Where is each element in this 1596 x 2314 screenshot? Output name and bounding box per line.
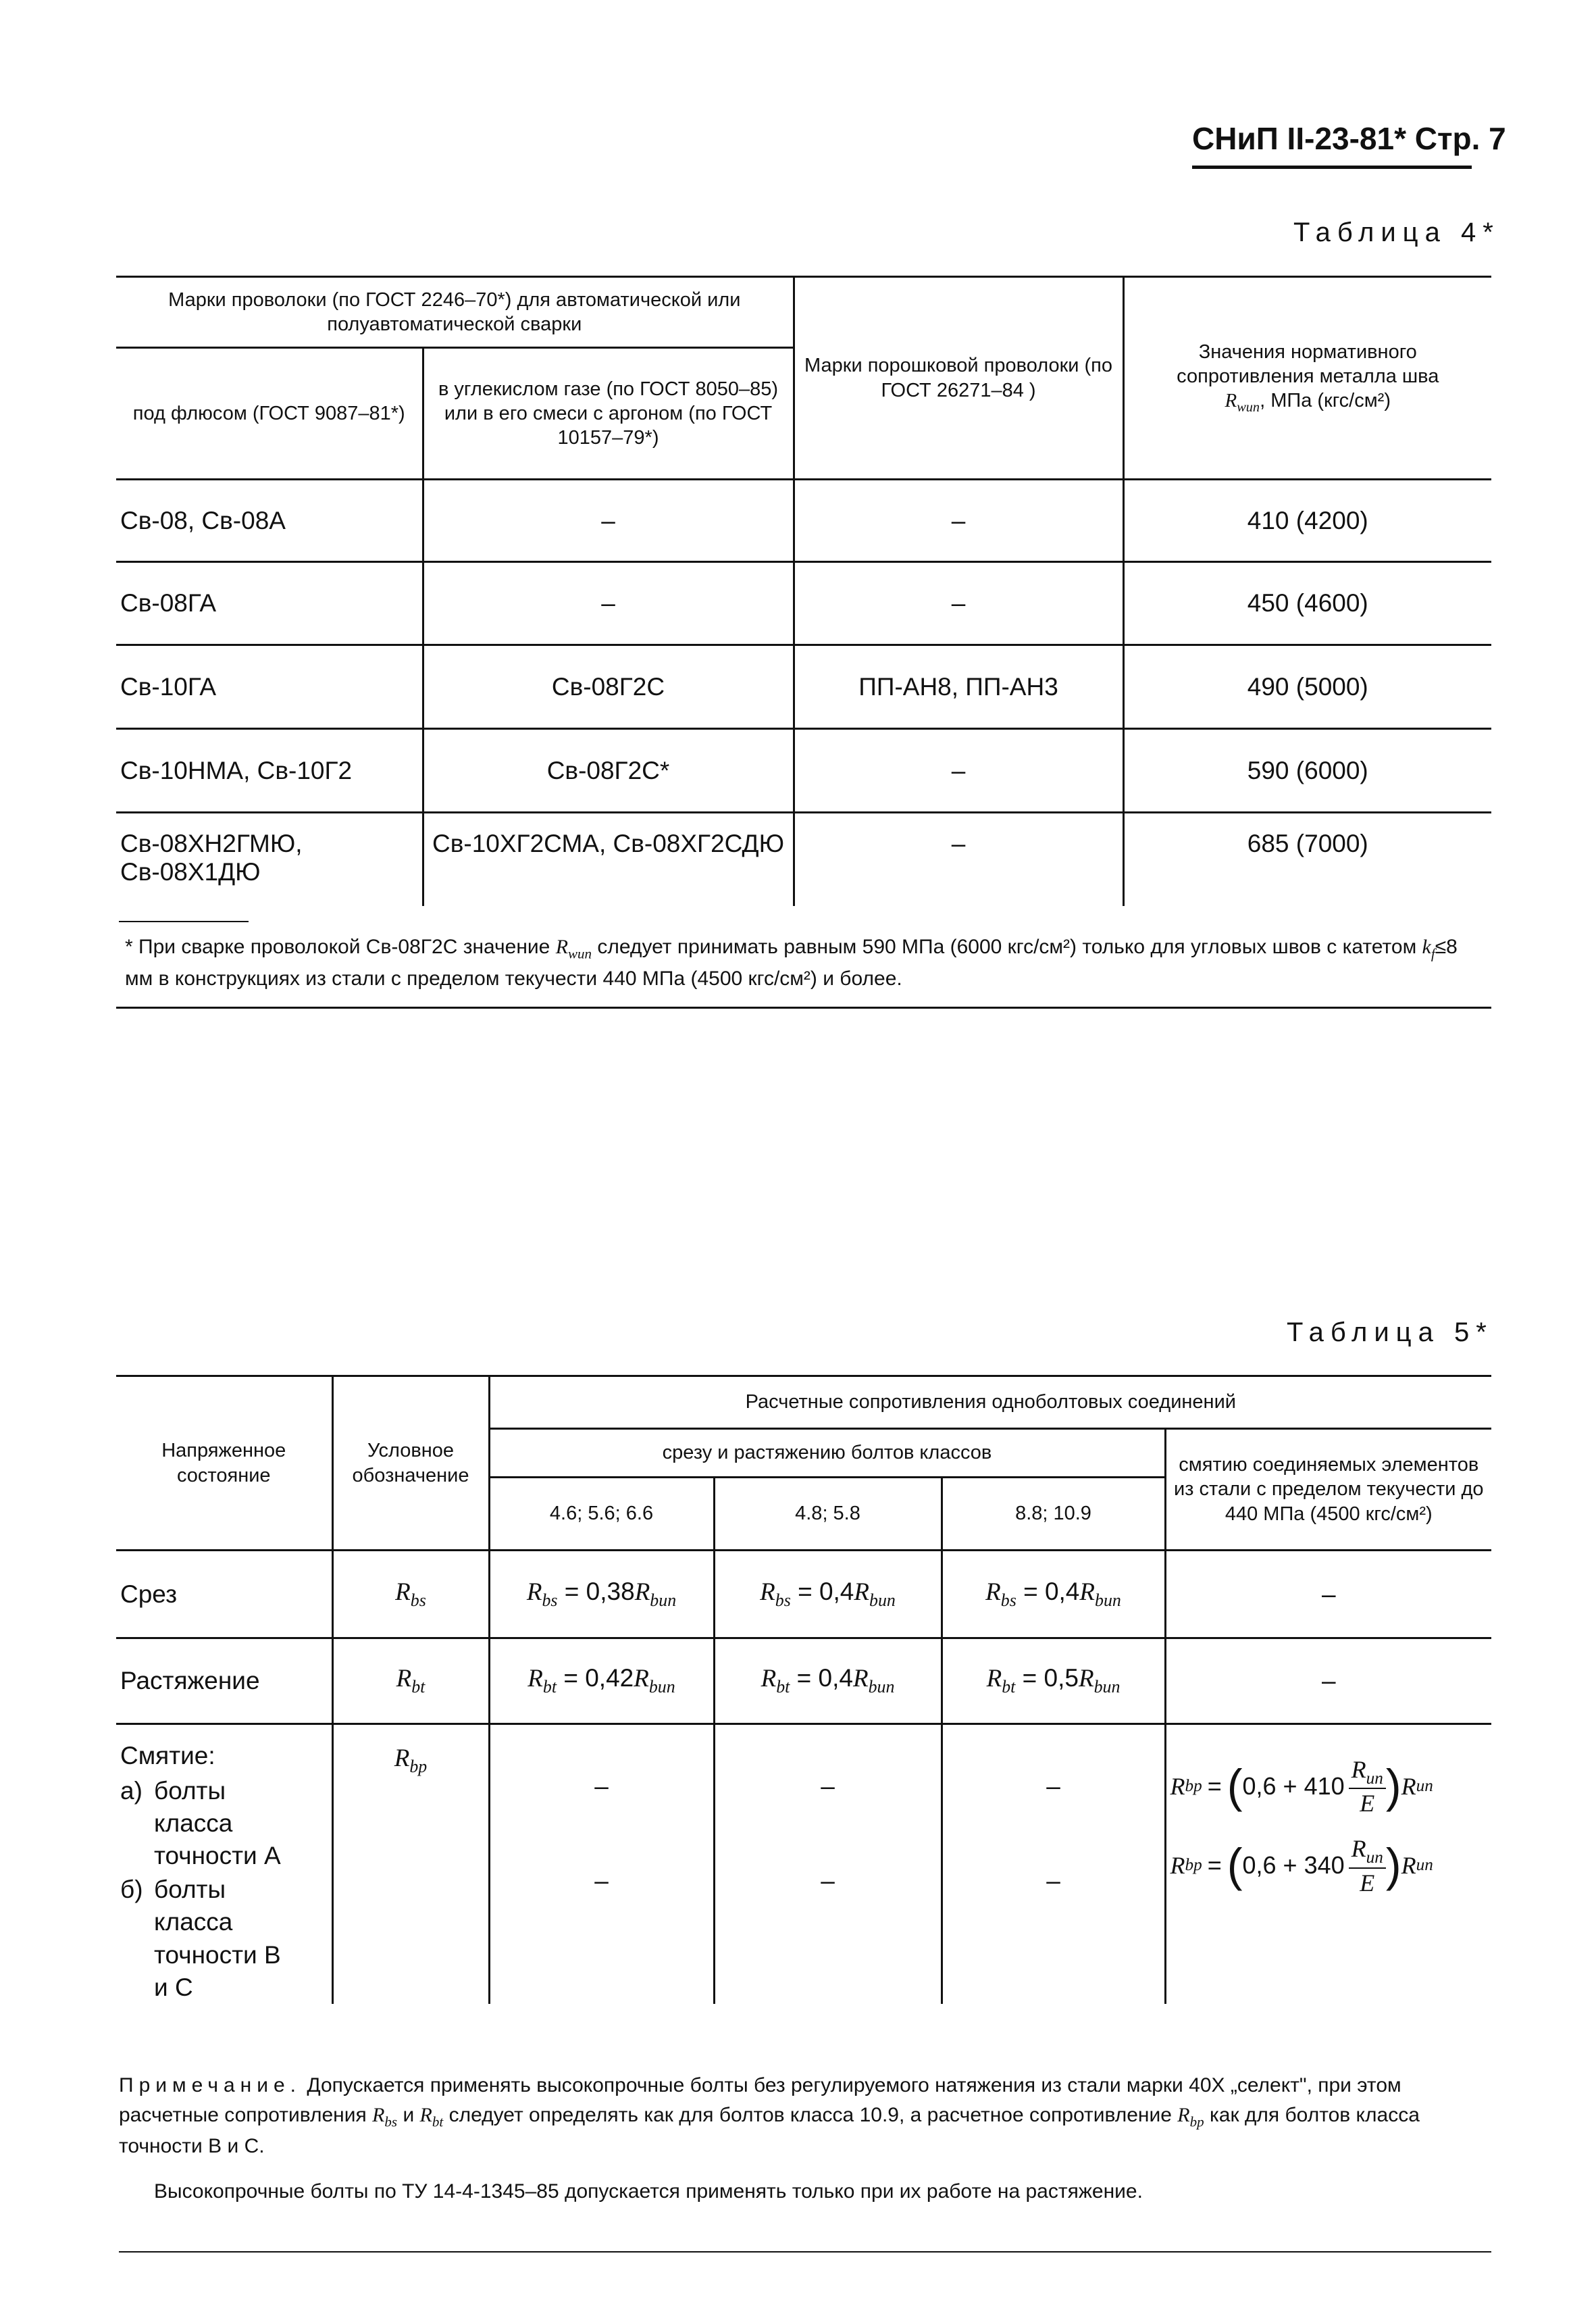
table-row: Св-08ГА – – 450 (4600)	[116, 562, 1491, 645]
table4-header-powder: Марки порошковой проволоки (по ГОСТ 26271–84 )	[794, 277, 1123, 480]
table5-header-bearing: смятию соединяемых элементов из стали с пределом текучести до 440 МПа (4500 кгс/см²)	[1165, 1429, 1491, 1551]
formula-a: R bp = ( 0,6 + 410 $\frac{R_{un}}{E}$ ) R un	[1170, 1755, 1433, 1817]
table4-header-wire-group: Марки проволоки (по ГОСТ 2246–70*) для автоматической или полуавтоматической сварки	[116, 277, 794, 348]
table5-header-shear: срезу и растяжению болтов классов	[489, 1429, 1165, 1478]
table-row: Растяжение $R_{bt}$ $R_{bt} = 0,42R_{bun}$ $R_{bt} = 0,4R_{bun}$ $R_{bt} = 0,5R_{bun}$ –	[116, 1638, 1491, 1724]
table4-footnote: * При сварке проволокой Св-08Г2С значение $R_{wun}$ следует принимать равным 590 МПа (6000 кгс/см²) только для угловых швов с катетом $k_f\le 8$ мм в конструкциях из стали с пределом текучести 440 МПа (4500 кгс/см²) и более.	[125, 936, 1458, 990]
table5-header-symbol: Условное обозначение	[332, 1376, 489, 1551]
table-row: Св-10НМА, Св-10Г2 Св-08Г2С* – 590 (6000)	[116, 729, 1491, 813]
table5-header-class1: 4.6; 5.6; 6.6	[489, 1478, 714, 1551]
table5-header-class2: 4.8; 5.8	[714, 1478, 942, 1551]
table5-header-group: Расчетные сопротивления одноболтовых соединений	[489, 1376, 1491, 1429]
table5-note2: Высокопрочные болты по ТУ 14-4-1345–85 допускается применять только при их работе на растяжение.	[154, 2180, 1143, 2203]
table5-caption: Таблица 5*	[1287, 1317, 1493, 1347]
table4-header-flux: под флюсом (ГОСТ 9087–81*)	[116, 348, 423, 480]
table-row: Срез $R_{bs}$ $R_{bs} = 0,38R_{bun}$ $R_{bs} = 0,4R_{bun}$ $R_{bs} = 0,4R_{bun}$ –	[116, 1551, 1491, 1638]
table-row: Смятие: а) болты класса точности А б) болты класса точности В и С $R_{bp}$ – – – – – – R bp = ( 0,6 + 410 $\frac{R_{un}}{E}$ ) R un R bp = ( 0,6 + 340 $\frac{R_{un}}{E}$ ) R un	[116, 1724, 1491, 2004]
divider	[116, 1007, 1491, 1009]
bottom-divider	[119, 2251, 1491, 2253]
table4-caption: Таблица 4*	[1293, 218, 1500, 247]
table4-header-co2: в углекислом газе (по ГОСТ 8050–85) или в его смеси с аргоном (по ГОСТ 10157–79*)	[423, 348, 794, 480]
table-row: Св-08ХН2ГМЮ, Св-08Х1ДЮ Св-10ХГ2СМА, Св-08ХГ2СДЮ – 685 (7000)	[116, 813, 1491, 906]
table-row: Св-10ГА Св-08Г2С ПП-АН8, ПП-АН3 490 (5000)	[116, 645, 1491, 729]
formula-b: R bp = ( 0,6 + 340 $\frac{R_{un}}{E}$ ) R un	[1170, 1835, 1433, 1896]
table5	[116, 1375, 1491, 2004]
table5-header-state: Напряженное состояние	[116, 1376, 332, 1551]
footnote-separator	[119, 921, 249, 922]
table4-header-value: Значения нормативного сопротивления металла шва $R_{wun}$, МПа (кгс/см²)	[1123, 277, 1491, 480]
page-header: СНиП II-23-81* Стр. 7	[1192, 121, 1506, 156]
table4	[116, 276, 1491, 906]
table5-header-class3: 8.8; 10.9	[942, 1478, 1165, 1551]
table-row: Св-08, Св-08А – – 410 (4200)	[116, 480, 1491, 562]
table5-note: Примечание. Допускается применять высокопрочные болты без регулируемого натяжения из стали марки 40Х „селект", при этом расчетные сопротивления $R_{bs}$ и $R_{bt}$ следует определять как для болтов класса 10.9, а расчетное сопротивление $R_{bp}$ как для болтов класса точности В и С.	[119, 2074, 1420, 2158]
table5-bearing-formulas	[1165, 1724, 1491, 2004]
header-underline	[1192, 166, 1472, 169]
table5-smyatie-label: Смятие: а) болты класса точности А б) болты класса точности В и С	[120, 1742, 281, 2001]
